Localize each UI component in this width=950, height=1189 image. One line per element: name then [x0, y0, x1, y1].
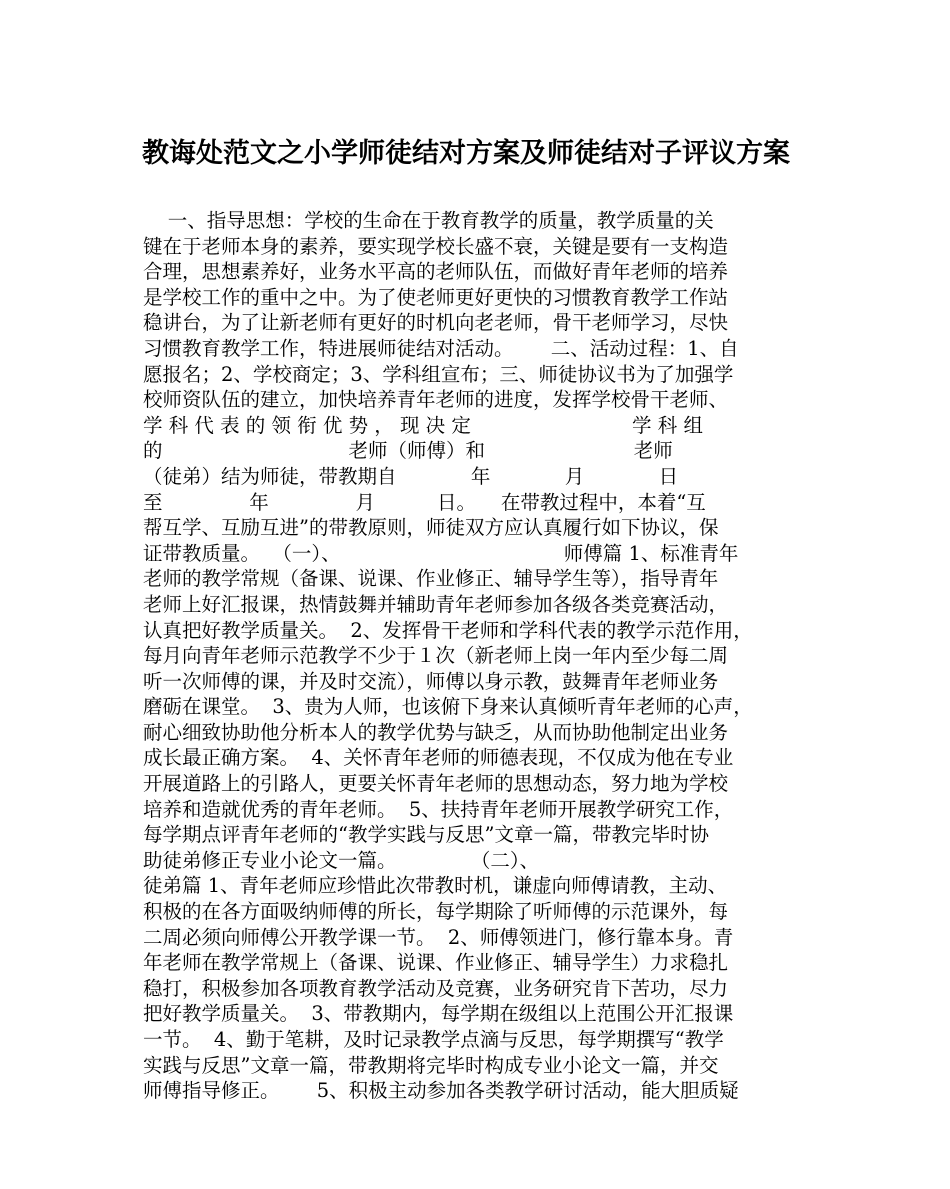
paragraph-line: 证带教质量。 （一）、 师傅篇 1、标准青年	[143, 541, 739, 565]
document-body	[143, 208, 823, 1104]
paragraph-line: 一节。 4、勤于笔耕，及时记录教学点滴与反思，每学期撰写“教学	[143, 1028, 724, 1051]
paragraph-line: 年老师在教学常规上（备课、说课、作业修正、辅导学生）力求稳扎	[143, 951, 729, 975]
paragraph-line: 听一次师傅的课，并及时交流），师傅以身示教，鼓舞青年老师业务	[143, 669, 719, 693]
paragraph-line: 把好教学质量关。 3、带教期内，每学期在级组以上范围公开汇报课	[143, 1002, 734, 1026]
paragraph-line: 稳打，积极参加各项教育教学活动及竞赛，业务研究肯下苦功，尽力	[143, 976, 729, 1000]
paragraph-line: 老师的教学常规（备课、说课、作业修正、辅导学生等），指导青年	[143, 567, 719, 591]
paragraph-line: 培养和造就优秀的青年老师。 5、扶持青年老师开展教学研究工作，	[143, 797, 734, 821]
paragraph-line: 愿报名；2、学校商定；3、学科组宣布；三、师徒协议书为了加强学	[143, 362, 734, 386]
paragraph-line: 老师上好汇报课，热情鼓舞并辅助青年老师参加各级各类竞赛活动，	[143, 592, 729, 616]
paragraph-line: 耐心细致协助他分析本人的教学优势与缺乏，从而协助他制定出业务	[143, 720, 729, 744]
paragraph-line: （徒弟）结为师徒，带教期自 年 月 日	[143, 464, 679, 488]
paragraph-line: 认真把好教学质量关。 2、发挥骨干老师和学科代表的教学示范作用，	[143, 618, 753, 642]
paragraph-line: 帮互学、互励互进”的带教原则，师徒双方应认真履行如下协议，保	[143, 516, 719, 540]
paragraph-line: 学 科 代 表 的 领 衔 优 势 ， 现 决 定 学 科 组	[143, 413, 703, 437]
paragraph-line: 稳讲台，为了让新老师有更好的时机向老老师，骨干老师学习，尽快	[143, 311, 729, 335]
paragraph-line: 习惯教育教学工作，特进展师徒结对活动。 二、活动过程：1、自	[143, 336, 739, 360]
paragraph-line: 每月向青年老师示范教学不少于１次（新老师上岗一年内至少每二周	[143, 644, 729, 668]
paragraph-line: 的 老师（师傅）和 老师	[143, 439, 673, 463]
paragraph-line: 磨砺在课堂。 3、贵为人师，也该俯下身来认真倾听青年老师的心声，	[143, 695, 753, 719]
paragraph-line: 二周必须向师傅公开教学课一节。 2、师傅领进门，修行靠本身。青	[143, 925, 734, 949]
paragraph-line: 每学期点评青年老师的“教学实践与反思”文章一篇，带教完毕时协	[143, 823, 709, 847]
document-title: 教诲处范文之小学师徒结对方案及师徒结对子评议方案	[142, 138, 790, 169]
paragraph-line: 成长最正确方案。 4、关怀青年老师的师德表现，不仅成为他在专业	[143, 746, 734, 770]
paragraph-line: 一、指导思想：学校的生命在于教育教学的质量，教学质量的关	[143, 209, 714, 232]
paragraph-line: 至 年 月 日。 在带教过程中，本着“互	[143, 490, 706, 514]
paragraph-line: 师傅指导修正。 5、积极主动参加各类教学研讨活动，能大胆质疑	[143, 1079, 739, 1103]
paragraph-line: 键在于老师本身的素养，要实现学校长盛不衰，关键是要有一支构造	[143, 234, 729, 258]
paragraph-line: 合理，思想素养好，业务水平高的老师队伍，而做好青年老师的培养	[143, 260, 729, 284]
paragraph-line: 积极的在各方面吸纳师傅的所长，每学期除了听师傅的示范课外，每	[143, 900, 729, 924]
paragraph-line: 徒弟篇 1、青年老师应珍惜此次带教时机，谦虚向师傅请教，主动、	[143, 874, 728, 898]
paragraph-line: 开展道路上的引路人，更要关怀青年老师的思想动态，努力地为学校	[143, 772, 729, 796]
paragraph-line: 是学校工作的重中之中。为了使老师更好更快的习惯教育教学工作站	[143, 285, 729, 309]
paragraph-line: 实践与反思”文章一篇，带教期将完毕时构成专业小论文一篇，并交	[143, 1053, 719, 1077]
paragraph-line: 助徒弟修正专业小论文一篇。 （二）、	[143, 848, 540, 872]
paragraph-line: 校师资队伍的建立，加快培养青年老师的进度，发挥学校骨干老师、	[143, 388, 729, 412]
